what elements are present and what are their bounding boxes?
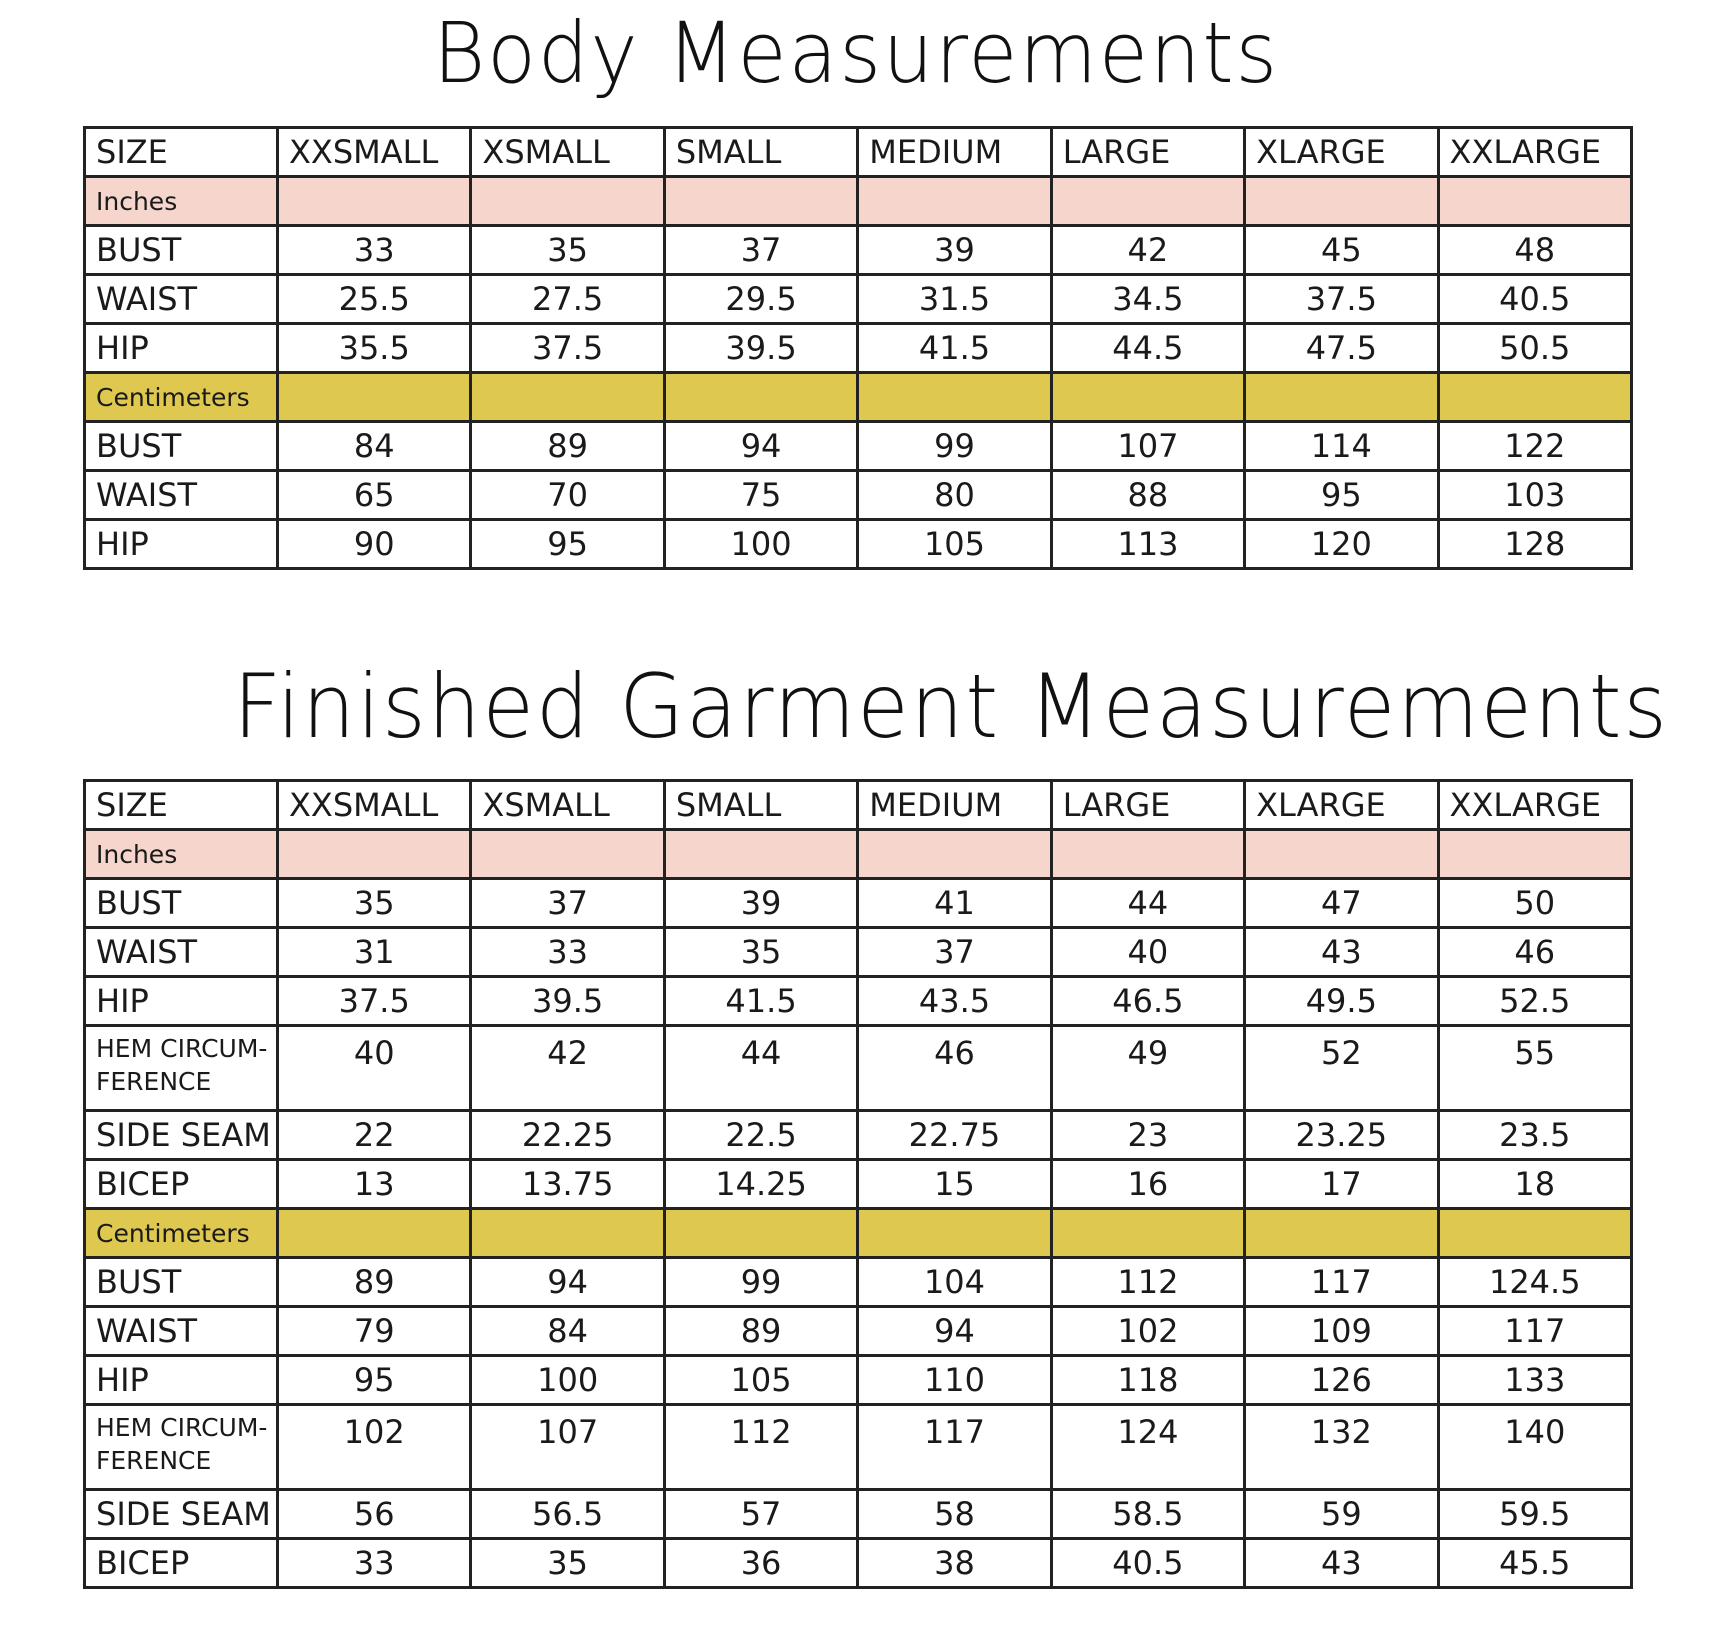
table-row xyxy=(85,1026,1632,1111)
measurement-cell: 52.5 xyxy=(1438,977,1631,1026)
row-label: WAIST xyxy=(85,928,278,977)
measurement-cell: 37 xyxy=(471,879,664,928)
size-header: SIZE xyxy=(85,781,278,830)
unit-band-cell xyxy=(1245,373,1438,422)
measurement-cell: 42 xyxy=(471,1026,664,1111)
measurement-cell: 18 xyxy=(1438,1160,1631,1209)
unit-band-cell xyxy=(1051,373,1244,422)
unit-label: Inches xyxy=(85,830,278,879)
row-label: HIP xyxy=(85,977,278,1026)
table-row xyxy=(85,226,1632,275)
unit-band-cell xyxy=(1438,373,1631,422)
size-column-header: XXLARGE xyxy=(1438,781,1631,830)
measurement-cell: 25.5 xyxy=(278,275,471,324)
measurement-cell: 56.5 xyxy=(471,1490,664,1539)
measurement-cell: 14.25 xyxy=(664,1160,857,1209)
measurement-cell: 99 xyxy=(664,1258,857,1307)
measurement-cell: 37 xyxy=(664,226,857,275)
unit-label: Inches xyxy=(85,177,278,226)
measurement-cell: 46 xyxy=(1438,928,1631,977)
table-row xyxy=(85,879,1632,928)
measurement-cell: 35 xyxy=(664,928,857,977)
table-row xyxy=(85,1111,1632,1160)
measurement-cell: 94 xyxy=(471,1258,664,1307)
measurement-cell: 117 xyxy=(1245,1258,1438,1307)
measurement-cell: 110 xyxy=(858,1356,1051,1405)
measurement-cell: 100 xyxy=(471,1356,664,1405)
unit-band-cell xyxy=(278,373,471,422)
measurement-cell: 50.5 xyxy=(1438,324,1631,373)
measurement-cell: 31 xyxy=(278,928,471,977)
measurement-cell: 79 xyxy=(278,1307,471,1356)
measurement-cell: 104 xyxy=(858,1258,1051,1307)
measurement-cell: 44.5 xyxy=(1051,324,1244,373)
measurement-cell: 37.5 xyxy=(471,324,664,373)
unit-row xyxy=(85,1209,1632,1258)
table-row xyxy=(85,1405,1632,1490)
measurement-cell: 80 xyxy=(858,471,1051,520)
measurement-cell: 95 xyxy=(471,520,664,569)
unit-row xyxy=(85,830,1632,879)
row-label: SIDE SEAM xyxy=(85,1111,278,1160)
measurement-cell: 46.5 xyxy=(1051,977,1244,1026)
measurement-cell: 35.5 xyxy=(278,324,471,373)
measurement-cell: 35 xyxy=(471,1539,664,1588)
measurement-cell: 103 xyxy=(1438,471,1631,520)
unit-band-cell xyxy=(278,177,471,226)
measurement-cell: 59.5 xyxy=(1438,1490,1631,1539)
row-label: HIP xyxy=(85,1356,278,1405)
measurement-cell: 27.5 xyxy=(471,275,664,324)
measurement-cell: 43 xyxy=(1245,928,1438,977)
size-column-header: XSMALL xyxy=(471,781,664,830)
unit-band-cell xyxy=(1438,1209,1631,1258)
measurement-cell: 40.5 xyxy=(1051,1539,1244,1588)
row-label: HIP xyxy=(85,324,278,373)
measurement-cell: 84 xyxy=(471,1307,664,1356)
measurement-cell: 102 xyxy=(278,1405,471,1490)
measurement-cell: 23.25 xyxy=(1245,1111,1438,1160)
body-measurements-table xyxy=(83,126,1633,570)
measurement-cell: 47 xyxy=(1245,879,1438,928)
unit-row xyxy=(85,177,1632,226)
measurement-cell: 132 xyxy=(1245,1405,1438,1490)
table-row xyxy=(85,977,1632,1026)
measurement-cell: 39 xyxy=(858,226,1051,275)
size-column-header: MEDIUM xyxy=(858,128,1051,177)
measurement-cell: 65 xyxy=(278,471,471,520)
unit-band-cell xyxy=(858,177,1051,226)
size-column-header: XXSMALL xyxy=(278,781,471,830)
measurement-cell: 15 xyxy=(858,1160,1051,1209)
unit-band-cell xyxy=(471,177,664,226)
measurement-cell: 126 xyxy=(1245,1356,1438,1405)
measurement-cell: 124.5 xyxy=(1438,1258,1631,1307)
measurement-cell: 95 xyxy=(278,1356,471,1405)
measurement-cell: 45.5 xyxy=(1438,1539,1631,1588)
measurement-cell: 39 xyxy=(664,879,857,928)
measurement-cell: 44 xyxy=(1051,879,1244,928)
size-column-header: XXSMALL xyxy=(278,128,471,177)
unit-band-cell xyxy=(1051,177,1244,226)
measurement-cell: 117 xyxy=(1438,1307,1631,1356)
table-row xyxy=(85,422,1632,471)
unit-band-cell xyxy=(1245,830,1438,879)
measurement-cell: 99 xyxy=(858,422,1051,471)
measurement-cell: 37.5 xyxy=(1245,275,1438,324)
table-row xyxy=(85,324,1632,373)
unit-band-cell xyxy=(1051,1209,1244,1258)
measurement-cell: 113 xyxy=(1051,520,1244,569)
measurement-cell: 58 xyxy=(858,1490,1051,1539)
measurement-cell: 23.5 xyxy=(1438,1111,1631,1160)
size-column-header: XLARGE xyxy=(1245,781,1438,830)
measurement-cell: 36 xyxy=(664,1539,857,1588)
unit-band-cell xyxy=(1245,1209,1438,1258)
table-row xyxy=(85,471,1632,520)
measurement-cell: 117 xyxy=(858,1405,1051,1490)
measurement-cell: 89 xyxy=(664,1307,857,1356)
unit-band-cell xyxy=(1051,830,1244,879)
measurement-cell: 128 xyxy=(1438,520,1631,569)
body-measurements-title: Body Measurements xyxy=(432,4,1280,102)
measurement-cell: 95 xyxy=(1245,471,1438,520)
measurement-cell: 88 xyxy=(1051,471,1244,520)
measurement-cell: 43.5 xyxy=(858,977,1051,1026)
unit-label: Centimeters xyxy=(85,1209,278,1258)
table-row xyxy=(85,1307,1632,1356)
measurement-cell: 22.5 xyxy=(664,1111,857,1160)
size-column-header: LARGE xyxy=(1051,128,1244,177)
size-column-header: XSMALL xyxy=(471,128,664,177)
table-row xyxy=(85,1258,1632,1307)
measurement-cell: 42 xyxy=(1051,226,1244,275)
row-label: WAIST xyxy=(85,471,278,520)
measurement-cell: 120 xyxy=(1245,520,1438,569)
measurement-cell: 37.5 xyxy=(278,977,471,1026)
unit-band-cell xyxy=(858,1209,1051,1258)
measurement-cell: 94 xyxy=(664,422,857,471)
measurement-cell: 33 xyxy=(278,226,471,275)
measurement-cell: 57 xyxy=(664,1490,857,1539)
measurement-cell: 39.5 xyxy=(664,324,857,373)
size-column-header: LARGE xyxy=(1051,781,1244,830)
row-label: BUST xyxy=(85,879,278,928)
unit-band-cell xyxy=(471,830,664,879)
row-label: BICEP xyxy=(85,1160,278,1209)
measurement-cell: 100 xyxy=(664,520,857,569)
measurement-cell: 84 xyxy=(278,422,471,471)
measurement-cell: 17 xyxy=(1245,1160,1438,1209)
measurement-cell: 102 xyxy=(1051,1307,1244,1356)
measurement-cell: 40 xyxy=(1051,928,1244,977)
row-label: HEM CIRCUM- FERENCE xyxy=(85,1026,278,1111)
table-row xyxy=(85,1490,1632,1539)
measurement-cell: 39.5 xyxy=(471,977,664,1026)
table-row xyxy=(85,1539,1632,1588)
measurement-cell: 16 xyxy=(1051,1160,1244,1209)
measurement-cell: 40.5 xyxy=(1438,275,1631,324)
measurement-cell: 41.5 xyxy=(664,977,857,1026)
row-label: BUST xyxy=(85,1258,278,1307)
unit-label: Centimeters xyxy=(85,373,278,422)
measurement-cell: 50 xyxy=(1438,879,1631,928)
measurement-cell: 118 xyxy=(1051,1356,1244,1405)
finished-garment-measurements-table xyxy=(83,779,1633,1589)
unit-band-cell xyxy=(1438,830,1631,879)
measurement-cell: 107 xyxy=(1051,422,1244,471)
unit-band-cell xyxy=(664,1209,857,1258)
measurement-cell: 105 xyxy=(858,520,1051,569)
measurement-cell: 33 xyxy=(278,1539,471,1588)
unit-band-cell xyxy=(471,373,664,422)
row-label: BUST xyxy=(85,422,278,471)
size-column-header: MEDIUM xyxy=(858,781,1051,830)
header-row xyxy=(85,781,1632,830)
measurement-cell: 109 xyxy=(1245,1307,1438,1356)
measurement-cell: 52 xyxy=(1245,1026,1438,1111)
row-label: HIP xyxy=(85,520,278,569)
measurement-cell: 48 xyxy=(1438,226,1631,275)
measurement-cell: 40 xyxy=(278,1026,471,1111)
unit-band-cell xyxy=(664,373,857,422)
measurement-cell: 13 xyxy=(278,1160,471,1209)
measurement-cell: 13.75 xyxy=(471,1160,664,1209)
measurement-cell: 22 xyxy=(278,1111,471,1160)
measurement-cell: 49.5 xyxy=(1245,977,1438,1026)
unit-band-cell xyxy=(858,373,1051,422)
measurement-cell: 23 xyxy=(1051,1111,1244,1160)
unit-band-cell xyxy=(664,830,857,879)
measurement-cell: 33 xyxy=(471,928,664,977)
row-label: HEM CIRCUM- FERENCE xyxy=(85,1405,278,1490)
unit-band-cell xyxy=(664,177,857,226)
finished-garment-measurements-title: Finished Garment Measurements xyxy=(233,655,1669,758)
measurement-cell: 47.5 xyxy=(1245,324,1438,373)
measurement-cell: 22.75 xyxy=(858,1111,1051,1160)
measurement-cell: 49 xyxy=(1051,1026,1244,1111)
row-label: WAIST xyxy=(85,275,278,324)
measurement-cell: 70 xyxy=(471,471,664,520)
measurement-cell: 38 xyxy=(858,1539,1051,1588)
unit-band-cell xyxy=(278,830,471,879)
row-label: BUST xyxy=(85,226,278,275)
measurement-cell: 46 xyxy=(858,1026,1051,1111)
measurement-cell: 105 xyxy=(664,1356,857,1405)
header-row xyxy=(85,128,1632,177)
size-column-header: SMALL xyxy=(664,781,857,830)
measurement-cell: 55 xyxy=(1438,1026,1631,1111)
measurement-cell: 114 xyxy=(1245,422,1438,471)
size-column-header: XXLARGE xyxy=(1438,128,1631,177)
measurement-cell: 90 xyxy=(278,520,471,569)
measurement-cell: 56 xyxy=(278,1490,471,1539)
unit-band-cell xyxy=(471,1209,664,1258)
measurement-cell: 124 xyxy=(1051,1405,1244,1490)
row-label: WAIST xyxy=(85,1307,278,1356)
measurement-cell: 59 xyxy=(1245,1490,1438,1539)
row-label: BICEP xyxy=(85,1539,278,1588)
unit-band-cell xyxy=(278,1209,471,1258)
measurement-cell: 112 xyxy=(1051,1258,1244,1307)
size-column-header: XLARGE xyxy=(1245,128,1438,177)
measurement-cell: 34.5 xyxy=(1051,275,1244,324)
measurement-cell: 140 xyxy=(1438,1405,1631,1490)
size-header: SIZE xyxy=(85,128,278,177)
measurement-cell: 107 xyxy=(471,1405,664,1490)
table-row xyxy=(85,520,1632,569)
unit-band-cell xyxy=(1438,177,1631,226)
measurement-cell: 43 xyxy=(1245,1539,1438,1588)
measurement-cell: 89 xyxy=(471,422,664,471)
unit-row xyxy=(85,373,1632,422)
measurement-cell: 75 xyxy=(664,471,857,520)
measurement-cell: 35 xyxy=(278,879,471,928)
measurement-cell: 44 xyxy=(664,1026,857,1111)
table-row xyxy=(85,928,1632,977)
measurement-cell: 58.5 xyxy=(1051,1490,1244,1539)
measurement-cell: 41 xyxy=(858,879,1051,928)
measurement-cell: 89 xyxy=(278,1258,471,1307)
unit-band-cell xyxy=(1245,177,1438,226)
table-row xyxy=(85,1160,1632,1209)
measurement-cell: 122 xyxy=(1438,422,1631,471)
measurement-cell: 94 xyxy=(858,1307,1051,1356)
table-row xyxy=(85,1356,1632,1405)
measurement-cell: 37 xyxy=(858,928,1051,977)
measurement-cell: 31.5 xyxy=(858,275,1051,324)
measurement-cell: 133 xyxy=(1438,1356,1631,1405)
measurement-cell: 35 xyxy=(471,226,664,275)
measurement-cell: 45 xyxy=(1245,226,1438,275)
unit-band-cell xyxy=(858,830,1051,879)
row-label: SIDE SEAM xyxy=(85,1490,278,1539)
table-row xyxy=(85,275,1632,324)
measurement-cell: 41.5 xyxy=(858,324,1051,373)
size-column-header: SMALL xyxy=(664,128,857,177)
measurement-cell: 112 xyxy=(664,1405,857,1490)
measurement-cell: 22.25 xyxy=(471,1111,664,1160)
measurement-cell: 29.5 xyxy=(664,275,857,324)
